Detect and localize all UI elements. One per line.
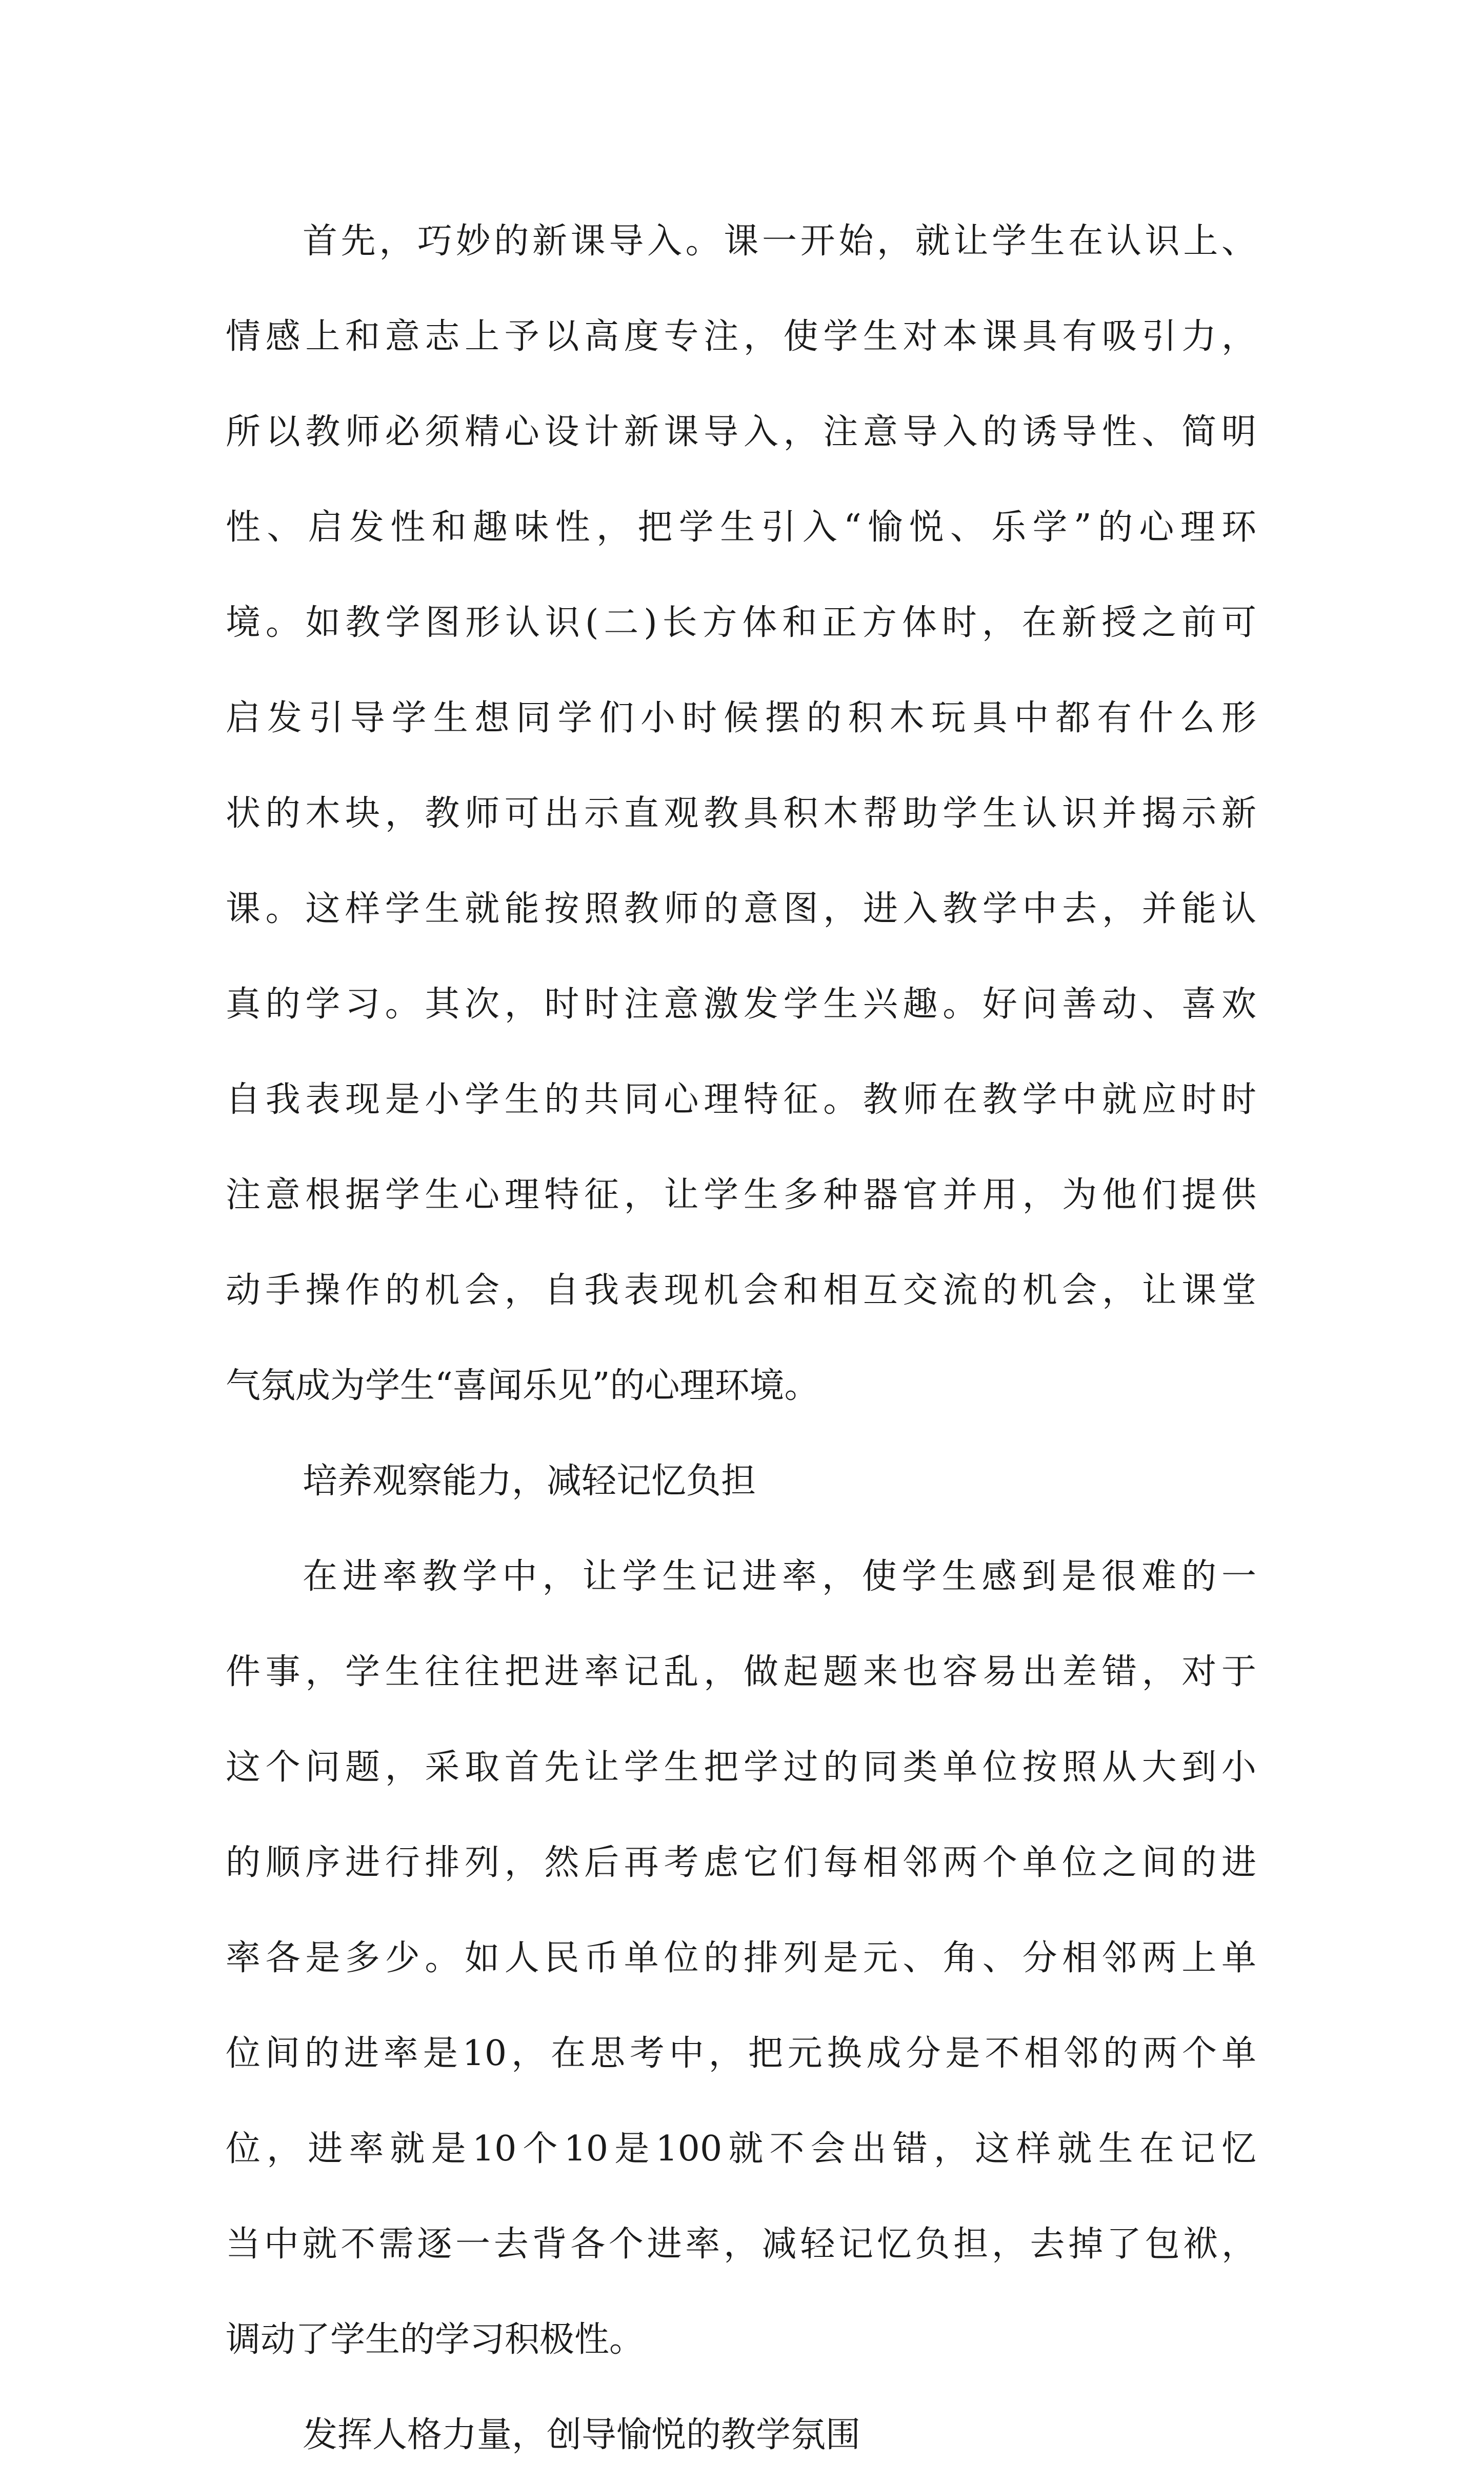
paragraph-line: 境。如教学图形认识(二)长方体和正方体时，在新授之前可 bbox=[226, 603, 1256, 643]
paragraph-line: 首先，巧妙的新课导入。课一开始，就让学生在认识上、 bbox=[303, 221, 1256, 262]
paragraph-line: 情感上和意志上予以高度专注，使学生对本课具有吸引力， bbox=[226, 316, 1256, 357]
paragraph-line: 这个问题，采取首先让学生把学过的同类单位按照从大到小 bbox=[226, 1747, 1256, 1788]
paragraph-line: 当中就不需逐一去背各个进率，减轻记忆负担，去掉了包袱， bbox=[226, 2224, 1256, 2265]
paragraph-line: 在进率教学中，让学生记进率，使学生感到是很难的一 bbox=[303, 1556, 1256, 1597]
paragraph-line: 气氛成为学生“喜闻乐见”的心理环境。 bbox=[226, 1366, 819, 1406]
paragraph-line: 状的木块，教师可出示直观教具积木帮助学生认识并揭示新 bbox=[226, 793, 1256, 834]
document-body bbox=[226, 194, 1256, 2483]
paragraph-line: 性、启发性和趣味性，把学生引入“愉悦、乐学”的心理环 bbox=[226, 507, 1256, 548]
paragraph-line: 件事，学生往往把进率记乱，做起题来也容易出差错，对于 bbox=[226, 1652, 1256, 1692]
paragraph-line: 动手操作的机会，自我表现机会和相互交流的机会，让课堂 bbox=[226, 1270, 1256, 1311]
paragraph-line: 率各是多少。如人民币单位的排列是元、角、分相邻两上单 bbox=[226, 1938, 1256, 1978]
paragraph-line: 自我表现是小学生的共同心理特征。教师在教学中就应时时 bbox=[226, 1079, 1256, 1120]
section-heading: 发挥人格力量，创导愉悦的教学氛围 bbox=[303, 2415, 861, 2455]
paragraph-line: 位间的进率是10，在思考中，把元换成分是不相邻的两个单 bbox=[226, 2033, 1256, 2074]
paragraph-line: 注意根据学生心理特征，让学生多种器官并用，为他们提供 bbox=[226, 1175, 1256, 1215]
paragraph-line: 的顺序进行排列，然后再考虑它们每相邻两个单位之间的进 bbox=[226, 1843, 1256, 1883]
paragraph-line: 位，进率就是10个10是100就不会出错，这样就生在记忆 bbox=[226, 2129, 1256, 2169]
paragraph-line: 调动了学生的学习积极性。 bbox=[226, 2319, 645, 2360]
paragraph-line: 课。这样学生就能按照教师的意图，进入教学中去，并能认 bbox=[226, 889, 1256, 929]
section-heading: 培养观察能力，减轻记忆负担 bbox=[303, 1461, 756, 1501]
paragraph-line: 真的学习。其次，时时注意激发学生兴趣。好问善动、喜欢 bbox=[226, 984, 1256, 1025]
paragraph-line: 所以教师必须精心设计新课导入，注意导入的诱导性、简明 bbox=[226, 412, 1256, 452]
paragraph-line: 启发引导学生想同学们小时候摆的积木玩具中都有什么形 bbox=[226, 698, 1256, 738]
